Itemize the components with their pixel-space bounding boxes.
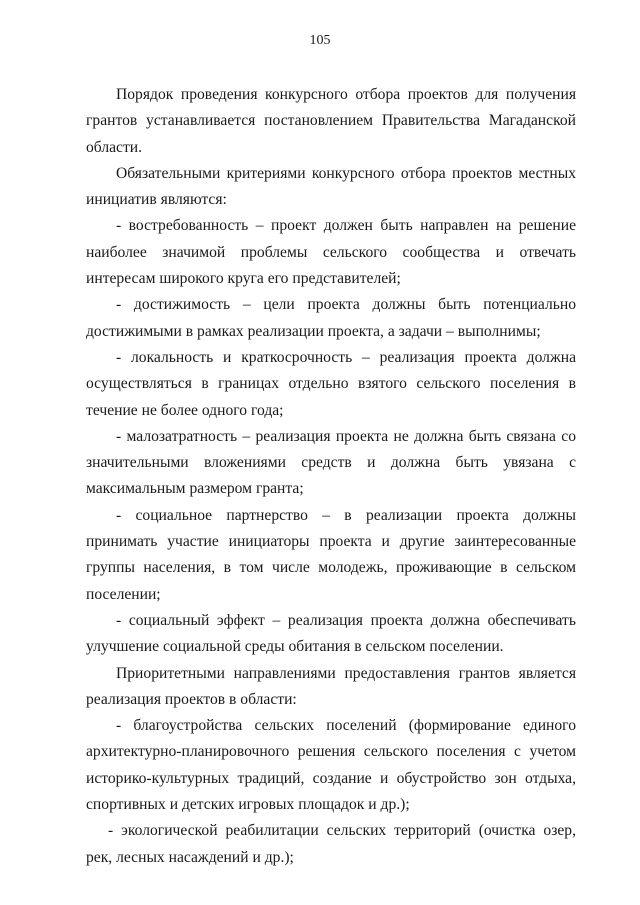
criterion-social-partnership: - социальное партнерство – в реализации проекта должны принимать участие инициаторы проекта и другие заинтересованные группы населения, в том числе молодежь, проживающие в сельском поселении; xyxy=(86,506,576,603)
paragraph-priority-intro: Приоритетными направлениями предоставления грантов является реализация проектов в области: xyxy=(86,664,576,708)
paragraph-grant-procedure: Порядок проведения конкурсного отбора проектов для получения грантов устанавливается постановлением Правительства Магаданской области. xyxy=(86,86,576,156)
paragraph-criteria-intro: Обязательными критериями конкурсного отбора проектов местных инициатив являются: xyxy=(86,164,576,209)
criterion-social-effect: - социальный эффект – реализация проекта должна обеспечивать улучшение социальной среды обитания в сельском поселении. xyxy=(86,611,576,656)
page-number: 105 xyxy=(309,33,331,48)
criterion-locality: - локальность и краткосрочность – реализация проекта должна осуществляться в границах отдельно взятого сельского поселения в течение не более одного года; xyxy=(86,348,576,419)
criterion-low-cost: - малозатратность – реализация проекта не должна быть связана со значительными вложениями средств и должна быть увязана с максимальным размером гранта; xyxy=(86,427,576,498)
criterion-demand: - востребованность – проект должен быть направлен на решение наиболее значимой проблемы сельского сообщества и отвечать интересам широкого круга его представителей; xyxy=(86,217,576,288)
criterion-achievability: - достижимость – цели проекта должны быть потенциально достижимыми в рамках реализации проекта, а задачи – выполнимы; xyxy=(86,296,576,340)
priority-landscaping: - благоустройства сельских поселений (формирование единого архитектурно-планировочного решения сельского поселения с учетом историко-культурных традиций, создание и обустройство зон отдыха, спортивных и детских игровых площадок и др.); xyxy=(86,717,576,814)
priority-ecology: - экологической реабилитации сельских территорий (очистка озер, рек, лесных насаждений и др.); xyxy=(86,822,576,866)
document-body xyxy=(86,82,576,871)
